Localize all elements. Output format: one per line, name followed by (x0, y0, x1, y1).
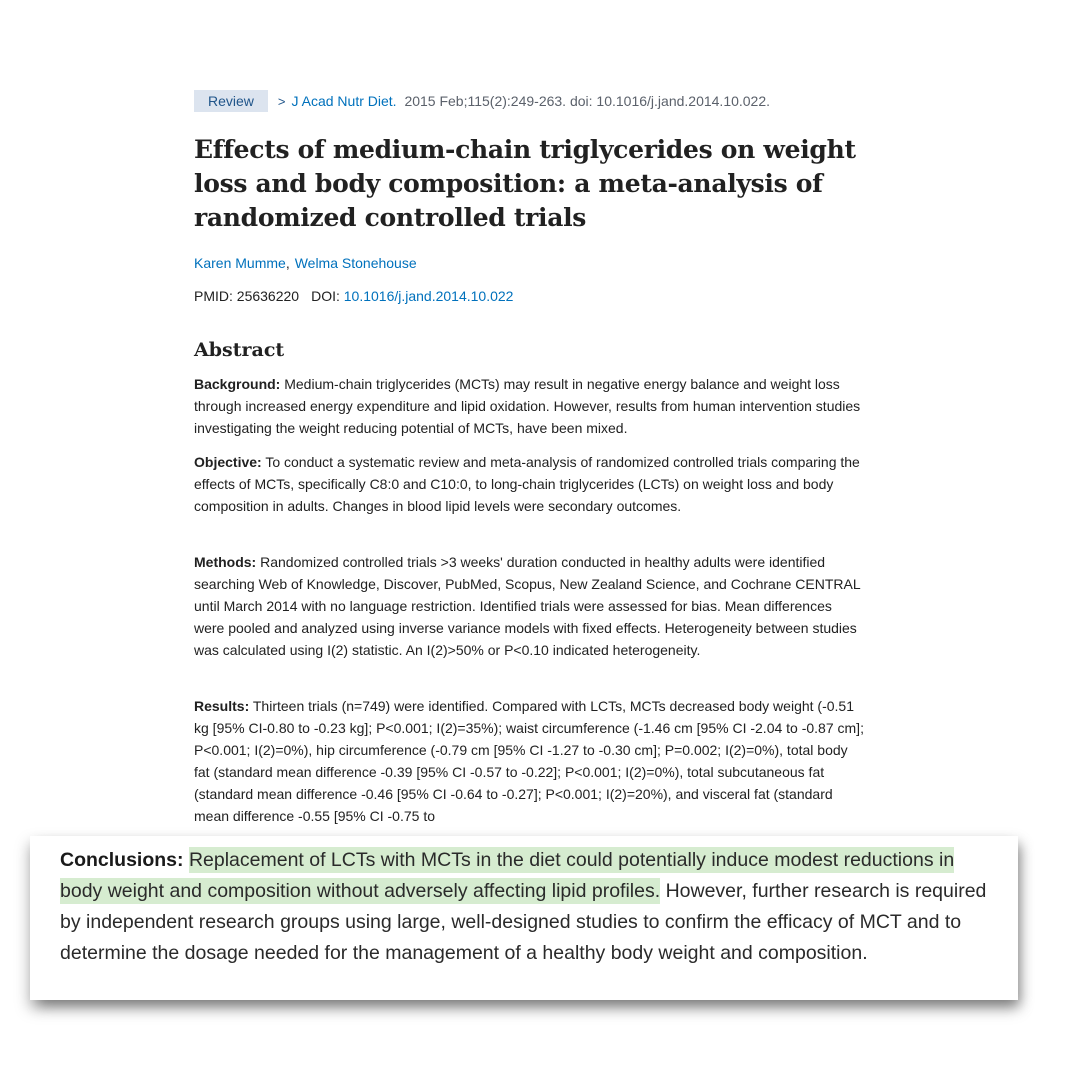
objective-label: Objective: (194, 454, 262, 470)
citation-details: 2015 Feb;115(2):249-263. doi: 10.1016/j.jand.2014.10.022. (404, 93, 771, 109)
results-text: Thirteen trials (n=749) were identified. Compared with LCTs, MCTs decreased body weight (-0.51 kg [95% CI-0.80 to -0.23 kg]; P<0.001; I(2)=35%); waist circumference (-1.46 cm [95% CI -2.04 to -0.87 cm]; P<0.001; I(2)=0%), hip circumference (-0.79 cm [95% CI -1.27 to -0.30 cm]; P=0.002; I(2)=0%), total body fat (standard mean difference -0.39 [95% CI -0.57 to -0.22]; P<0.001; I(2)=0%), total subcutaneous fat (standard mean difference -0.46 [95% CI -0.64 to -0.27]; P<0.001; I(2)=20%), and visceral fat (standard mean difference -0.55 [95% CI -0.75 to (194, 698, 864, 824)
methods-text: Randomized controlled trials >3 weeks' duration conducted in healthy adults were identified searching Web of Knowledge, Discover, PubMed, Scopus, New Zealand Science, and Cochrane CENTRAL until March 2014 with no language restriction. Identified trials were assessed for bias. Mean differences were pooled and analyzed using inverse variance models with fixed effects. Heterogeneity between studies was calculated using I(2) statistic. An I(2)>50% or P<0.10 indicated heterogeneity. (194, 554, 861, 658)
author-separator: , (285, 255, 290, 271)
abstract-objective (194, 451, 864, 517)
objective-text: To conduct a systematic review and meta-analysis of randomized controlled trials comparing the effects of MCTs, specifically C8:0 and C10:0, to long-chain triglycerides (LCTs) on weight loss and body composition in adults. Changes in blood lipid levels were secondary outcomes. (194, 454, 860, 514)
conclusions-callout (30, 836, 1018, 1000)
identifiers (194, 286, 513, 306)
conclusions-text: However, further research is required by independent research groups using large, well-designed studies to confirm the efficacy of MCT and to determine the dosage needed for the management of a healthy body weight and composition. (60, 880, 987, 964)
author-link-2[interactable]: Welma Stonehouse (294, 255, 417, 271)
methods-label: Methods: (194, 554, 257, 570)
conclusions-highlight: Replacement of LCTs with MCTs in the diet could potentially induce modest reductions in body weight and composition without adversely affecting lipid profiles. (60, 849, 955, 902)
background-text: Medium-chain triglycerides (MCTs) may result in negative energy balance and weight loss through increased energy expenditure and lipid oxidation. However, results from human intervention studies investigating the weight reducing potential of MCTs, have been mixed. (194, 376, 861, 436)
abstract-results (194, 695, 864, 827)
results-clip (194, 695, 864, 835)
abstract-methods (194, 551, 864, 661)
article-title: Effects of medium-chain triglycerides on weight loss and body composition: a meta-analysis of randomized controlled trials (194, 135, 856, 232)
pmid-label: PMID: 25636220 (194, 288, 300, 304)
review-badge: Review (194, 90, 268, 112)
doi-link[interactable]: 10.1016/j.jand.2014.10.022 (343, 288, 514, 304)
journal-link[interactable]: J Acad Nutr Diet. (291, 93, 397, 109)
abstract-background (194, 373, 864, 439)
background-label: Background: (194, 376, 281, 392)
doi-label: DOI: (311, 288, 340, 304)
conclusions-paragraph (60, 845, 988, 969)
citation-line (194, 90, 770, 113)
chevron-right-icon[interactable]: > (277, 94, 286, 109)
author-list (194, 253, 417, 273)
results-label: Results: (194, 698, 250, 714)
author-link-1[interactable]: Karen Mumme (194, 255, 286, 271)
conclusions-label: Conclusions: (60, 849, 184, 871)
abstract-heading: Abstract (194, 339, 285, 361)
